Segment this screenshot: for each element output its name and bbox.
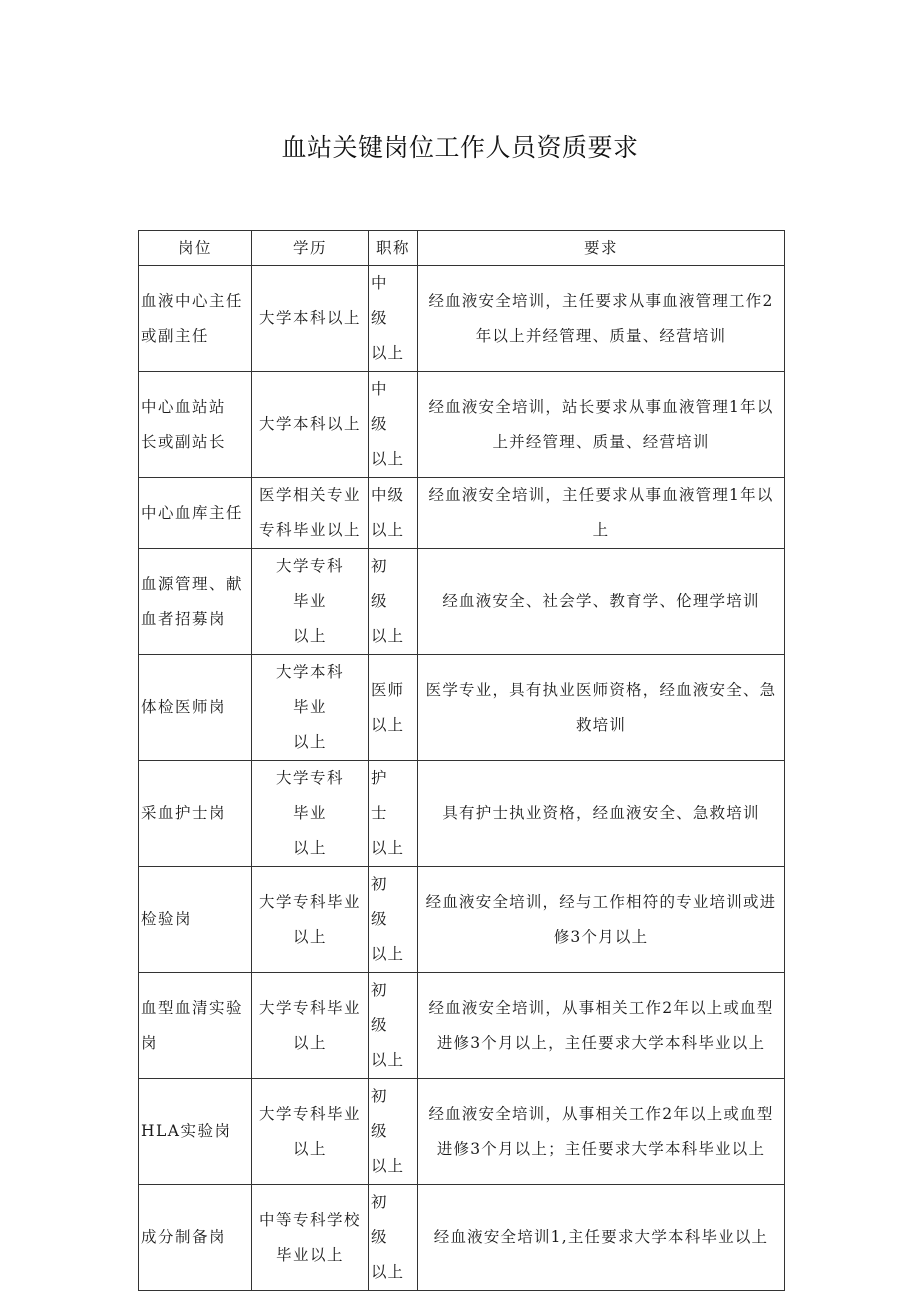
cell-post-line: 中心血库主任 [141,503,244,522]
header-requirement: 要求 [418,231,785,266]
cell-requirement-line: 进修3个月以上；主任要求大学本科毕业以上 [436,1139,766,1158]
cell-requirement-line: 经血液安全培训，站长要求从事血液管理1年以 [428,397,774,416]
cell-title-line: 初 级 [371,1193,405,1246]
cell-education [252,973,369,1079]
cell-title-line: 以上 [371,521,405,539]
cell-title-line: 护 士 [371,769,405,822]
cell-title-line: 以上 [371,945,405,963]
cell-post [139,1079,252,1185]
cell-education-line: 以上 [292,839,327,857]
cell-requirement [418,655,785,761]
cell-education-line: 中等专科学校 [258,1210,361,1229]
table-row [139,655,785,761]
cell-title-line: 以上 [371,715,405,734]
cell-requirement [418,1079,785,1185]
cell-requirement-line: 修3个月以上 [553,927,649,946]
cell-post-line: 成分制备岗 [141,1228,227,1246]
cell-education-line: 大学本科以上 [258,309,361,327]
table-header-row [139,231,785,266]
table-row [139,867,785,973]
cell-education-line: 毕业 [292,804,327,822]
cell-title-line: 中 级 [371,274,405,327]
cell-education-line: 毕业 [292,592,327,610]
cell-requirement [418,973,785,1079]
table-row [139,549,785,655]
cell-requirement-line: 经血液安全培训，经与工作相符的专业培训或进 [425,892,777,911]
cell-education-line: 大学专科毕业 [258,892,361,911]
table-row [139,1185,785,1291]
header-post: 岗位 [139,231,252,266]
cell-post-line: 长或副站长 [141,432,227,451]
cell-requirement-line: 具有护士执业资格，经血液安全、急救培训 [442,804,760,822]
table-row [139,266,785,372]
cell-education-line: 大学本科 [275,663,344,681]
cell-post-line: 血者招募岗 [141,609,227,628]
cell-title-line: 初 级 [371,1087,405,1140]
cell-requirement-line: 经血液安全培训，从事相关工作2年以上或血型 [428,998,774,1017]
cell-title-line: 中级 [371,486,405,504]
cell-education [252,655,369,761]
cell-post-line: 中心血站站 [141,397,227,416]
cell-post-line: 检验岗 [141,910,193,928]
cell-requirement-line: 经血液安全培训1,主任要求大学本科毕业以上 [433,1228,769,1246]
cell-title-line: 医师 [371,680,405,699]
cell-post [139,372,252,478]
cell-title-line: 以上 [371,1263,405,1281]
cell-title [369,1079,418,1185]
cell-education [252,372,369,478]
cell-education-line: 大学专科毕业 [258,1104,361,1123]
cell-education-line: 医学相关专业 [258,486,361,504]
cell-requirement [418,372,785,478]
cell-post [139,549,252,655]
cell-requirement-line: 经血液安全培训，主任要求从事血液管理1年以 [428,486,774,504]
table-row [139,372,785,478]
cell-requirement-line: 上并经管理、质量、经营培训 [492,432,710,451]
cell-requirement-line: 进修3个月以上，主任要求大学本科毕业以上 [436,1033,766,1052]
cell-education-line: 以上 [292,733,327,751]
table-row [139,1079,785,1185]
cell-education-line: 以上 [292,927,327,946]
cell-education-line: 大学本科以上 [258,415,361,433]
cell-post-line: 血型血清实验 [141,998,244,1017]
cell-post-line: 血液中心主任 [141,291,244,310]
cell-requirement [418,549,785,655]
cell-title [369,549,418,655]
cell-requirement-line: 救培训 [575,715,627,734]
cell-post-line: HLA实验岗 [141,1122,232,1140]
cell-post [139,478,252,549]
cell-requirement-line: 经血液安全培训，从事相关工作2年以上或血型 [428,1104,774,1123]
cell-requirement [418,266,785,372]
header-education: 学历 [252,231,369,266]
table-row [139,761,785,867]
cell-post [139,655,252,761]
cell-title-line: 初 级 [371,875,405,928]
header-title: 职称 [369,231,418,266]
cell-post [139,973,252,1079]
cell-requirement-line: 上 [592,521,610,539]
cell-requirement-line: 经血液安全、社会学、教育学、伦理学培训 [442,592,760,610]
cell-post [139,1185,252,1291]
document-title: 血站关键岗位工作人员资质要求 [281,133,639,162]
cell-post [139,266,252,372]
cell-post-line: 体检医师岗 [141,698,227,716]
cell-education-line: 以上 [292,627,327,645]
cell-education [252,1079,369,1185]
cell-education [252,761,369,867]
cell-title [369,867,418,973]
cell-post-line: 岗 [141,1033,159,1052]
cell-requirement [418,867,785,973]
cell-title [369,478,418,549]
cell-education-line: 大学专科毕业 [258,998,361,1017]
cell-title-line: 以上 [371,1157,405,1175]
cell-post [139,867,252,973]
cell-post [139,761,252,867]
cell-education [252,1185,369,1291]
cell-requirement-line: 年以上并经管理、质量、经营培训 [475,326,727,345]
cell-education [252,867,369,973]
cell-title [369,266,418,372]
cell-post-line: 或副主任 [141,326,210,345]
cell-requirement [418,478,785,549]
cell-post-line: 血源管理、献 [141,574,244,593]
cell-title-line: 初 级 [371,557,405,610]
cell-requirement [418,761,785,867]
cell-title-line: 以上 [371,450,405,468]
cell-title [369,973,418,1079]
cell-title [369,761,418,867]
cell-title-line: 以上 [371,344,405,362]
cell-post-line: 采血护士岗 [141,804,227,822]
cell-requirement [418,1185,785,1291]
cell-education-line: 毕业 [292,698,327,716]
cell-title-line: 中 级 [371,380,405,433]
cell-education [252,549,369,655]
cell-education-line: 大学专科 [275,557,344,575]
cell-title [369,372,418,478]
cell-title [369,655,418,761]
cell-education [252,478,369,549]
cell-education-line: 专科毕业以上 [258,521,361,539]
cell-education-line: 毕业以上 [275,1245,344,1264]
cell-title-line: 以上 [371,627,405,645]
cell-title-line: 以上 [371,839,405,857]
cell-title-line: 初 级 [371,981,405,1034]
cell-title [369,1185,418,1291]
cell-education-line: 以上 [292,1033,327,1052]
cell-requirement-line: 医学专业，具有执业医师资格，经血液安全、急 [425,680,777,699]
cell-education-line: 大学专科 [275,769,344,787]
table-row [139,973,785,1079]
qualification-table [138,230,785,1291]
cell-education [252,266,369,372]
cell-education-line: 以上 [292,1139,327,1158]
cell-requirement-line: 经血液安全培训，主任要求从事血液管理工作2 [428,291,774,310]
cell-title-line: 以上 [371,1051,405,1069]
table-row [139,478,785,549]
